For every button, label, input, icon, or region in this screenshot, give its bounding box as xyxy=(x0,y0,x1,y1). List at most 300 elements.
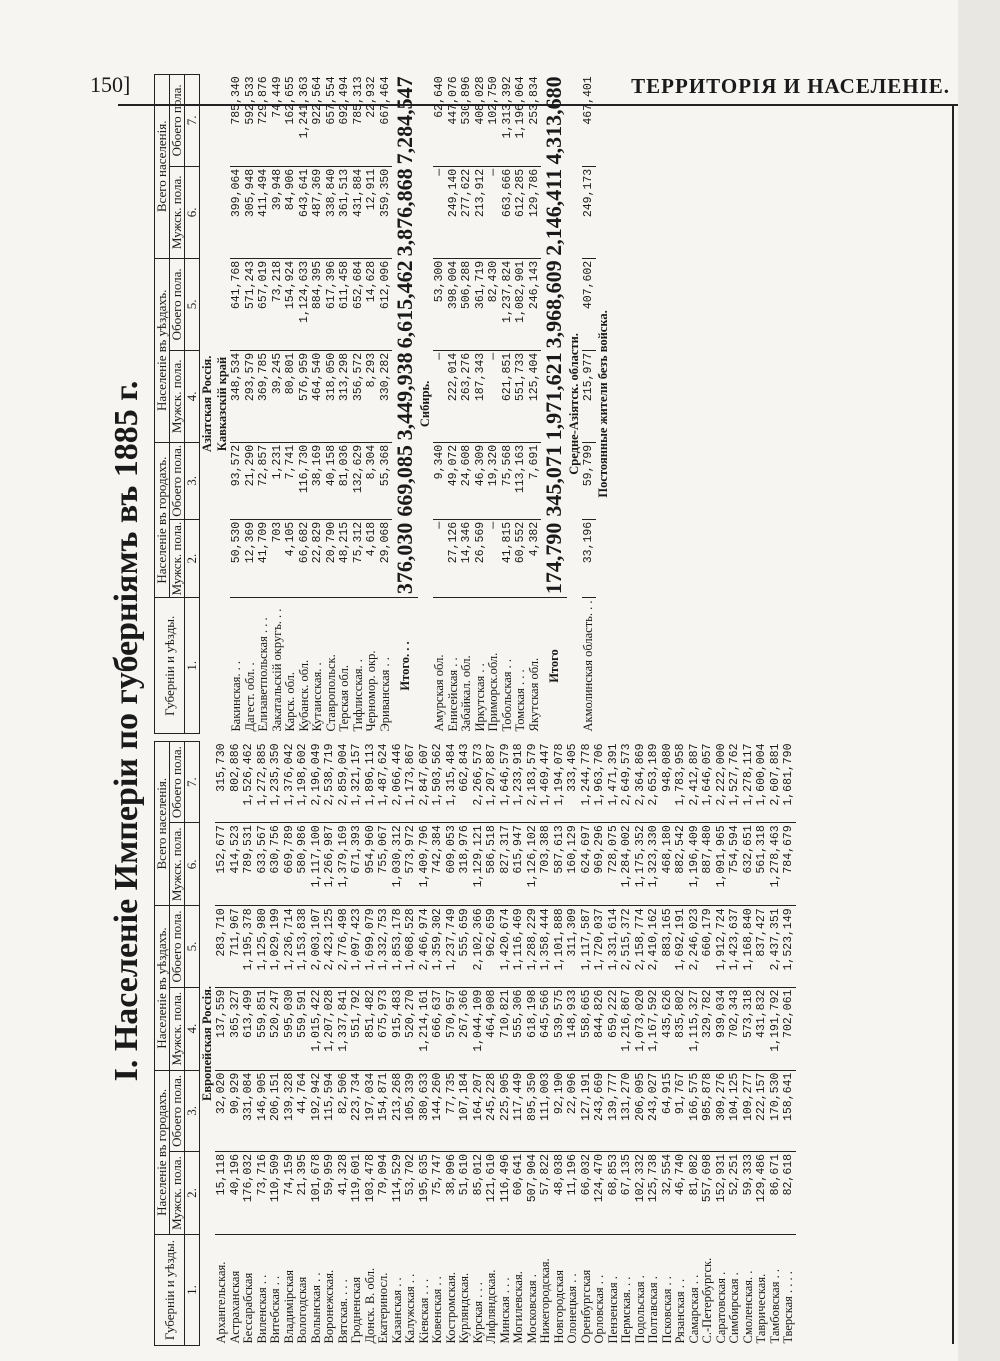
col-number: 2. xyxy=(185,519,200,598)
row-name: Тверская . . . . xyxy=(782,1235,796,1346)
row-value: 1,783,958 xyxy=(674,742,688,823)
total-value: 4,313,680 xyxy=(541,76,566,165)
row-name: С.-Петербургск. xyxy=(701,1235,715,1346)
table-row xyxy=(391,742,405,1346)
row-value: 692,494 xyxy=(338,74,352,166)
row-value: 570,957 xyxy=(445,987,459,1070)
row-value: 729,876 xyxy=(257,74,271,166)
row-value: 1,853,178 xyxy=(391,906,405,987)
row-value: 580,986 xyxy=(296,823,310,906)
col-male-header: Мужск. пола. xyxy=(170,166,185,258)
table-row xyxy=(418,742,432,1346)
row-value: 784,679 xyxy=(782,823,796,906)
row-value: 1,288,229 xyxy=(526,906,540,987)
row-value: 985,878 xyxy=(701,1070,715,1151)
row-value: 93,572 xyxy=(230,442,244,519)
row-value: 338,840 xyxy=(325,166,339,258)
row-name: Екатериносл. xyxy=(377,1235,391,1346)
col-towns-header: Населеніе въ городахъ. xyxy=(155,1070,170,1234)
row-value: 119,601 xyxy=(350,1151,364,1234)
row-value: 329,782 xyxy=(701,987,715,1070)
row-name: Якутская обл. xyxy=(528,598,542,734)
row-value: 73,218 xyxy=(271,258,285,350)
total-label: Итого xyxy=(541,598,567,734)
row-value: 115,594 xyxy=(323,1070,337,1151)
row-value: 1,321,157 xyxy=(350,742,364,823)
row-value: 32,554 xyxy=(661,1151,675,1234)
row-value: 166,575 xyxy=(688,1070,702,1151)
row-value: 1,646,579 xyxy=(499,742,513,823)
row-value: 315,730 xyxy=(215,742,229,823)
table-row xyxy=(539,742,553,1346)
row-name: Донск. В. обл. xyxy=(364,1235,378,1346)
row-value: 1,523,149 xyxy=(782,906,796,987)
row-value: 121,610 xyxy=(485,1151,499,1234)
section-asian-russia: Азіатская Россія. xyxy=(200,355,214,453)
row-value: 46,740 xyxy=(674,1151,688,1234)
row-value: 948,080 xyxy=(661,742,675,823)
table-row xyxy=(431,742,445,1346)
row-value: 962,659 xyxy=(485,906,499,987)
row-value: 162,655 xyxy=(284,74,298,166)
row-name: Дагест. обл. . xyxy=(244,598,258,734)
row-value: 309,276 xyxy=(715,1070,729,1151)
row-value: 26,569 xyxy=(474,519,488,598)
row-value: 595,030 xyxy=(283,987,297,1070)
footnote: Постоянные жители безъ войска. xyxy=(595,310,610,498)
row-name: Саратовская . xyxy=(715,1235,729,1346)
row-value: 702,061 xyxy=(782,987,796,1070)
row-value: 2,412,887 xyxy=(688,742,702,823)
row-name: Казанская . . xyxy=(391,1235,405,1346)
table-row xyxy=(528,74,542,733)
row-value: 39,245 xyxy=(271,350,285,442)
row-name: Вятская. . . . xyxy=(337,1235,351,1346)
row-value: 129,786 xyxy=(528,166,542,258)
table-row xyxy=(256,742,270,1346)
row-value: 164,207 xyxy=(472,1070,486,1151)
row-name: Подольская . xyxy=(634,1235,648,1346)
row-value: 1,216,867 xyxy=(620,987,634,1070)
table-row xyxy=(350,742,364,1346)
table-row xyxy=(458,742,472,1346)
row-value: 611,458 xyxy=(338,258,352,350)
row-value: 1,912,724 xyxy=(715,906,729,987)
table-row xyxy=(352,74,366,733)
row-value: 19,320 xyxy=(487,442,501,519)
row-value: 206,151 xyxy=(269,1070,283,1151)
row-value: 660,179 xyxy=(701,906,715,987)
row-value: 124,470 xyxy=(593,1151,607,1234)
col-both-header: Обоего пола. xyxy=(170,74,185,166)
row-name: Черномор. окр. xyxy=(365,598,379,734)
col-number: 7. xyxy=(185,742,200,823)
row-value: 1,029,199 xyxy=(269,906,283,987)
row-value: 82,618 xyxy=(782,1151,796,1234)
row-value: 1,236,714 xyxy=(283,906,297,987)
row-name: Акмолинская область. . . xyxy=(582,598,596,734)
row-value: 213,268 xyxy=(391,1070,405,1151)
row-value: 86,671 xyxy=(769,1151,783,1234)
row-name: Кутаисская. . xyxy=(311,598,325,734)
table-row xyxy=(229,742,243,1346)
row-value: 113,163 xyxy=(514,442,528,519)
table-row xyxy=(242,742,256,1346)
row-value: 1,469,447 xyxy=(539,742,553,823)
row-value: 414,523 xyxy=(229,823,243,906)
row-value: 1,272,885 xyxy=(256,742,270,823)
row-value: 2,066,446 xyxy=(391,742,405,823)
row-name: Новгородская xyxy=(553,1235,567,1346)
col-number: 5. xyxy=(185,258,200,350)
section-european-russia: Европейская Россія. xyxy=(200,986,214,1101)
row-value: 1,284,002 xyxy=(620,823,634,906)
row-value: 24,608 xyxy=(460,442,474,519)
row-value: 643,641 xyxy=(298,166,312,258)
row-value: 632,651 xyxy=(742,823,756,906)
row-value: 1,241,363 xyxy=(298,74,312,166)
row-value: 73,716 xyxy=(256,1151,270,1234)
row-value: 131,270 xyxy=(620,1070,634,1151)
row-value: 887,480 xyxy=(701,823,715,906)
col-number: 5. xyxy=(185,906,200,987)
row-value: 77,735 xyxy=(445,1070,459,1151)
total-row xyxy=(541,74,567,733)
row-value: 2,423,125 xyxy=(323,906,337,987)
table-row xyxy=(634,742,648,1346)
row-value: 116,496 xyxy=(499,1151,513,1234)
row-name: Забайкал. обл. xyxy=(460,598,474,734)
row-name: Полтавская . xyxy=(647,1235,661,1346)
row-value: 132,629 xyxy=(352,442,366,519)
table-title: I. Населеніе Имперіи по губерніямъ въ 1885 г. xyxy=(108,380,145,1082)
table-row xyxy=(501,74,515,733)
row-value: 249,173 xyxy=(582,166,596,258)
row-value: 152,931 xyxy=(715,1151,729,1234)
row-value: 468,180 xyxy=(661,823,675,906)
row-name: Таврическая. xyxy=(755,1235,769,1346)
row-value: 305,948 xyxy=(244,166,258,258)
row-value: 431,832 xyxy=(755,987,769,1070)
col-number: 1. xyxy=(185,1235,200,1346)
col-both-header: Обоего пола. xyxy=(170,442,185,519)
table-row xyxy=(499,742,513,1346)
row-value: 435,626 xyxy=(661,987,675,1070)
row-value: 195,635 xyxy=(418,1151,432,1234)
row-value: 641,768 xyxy=(230,258,244,350)
row-value: 1,600,004 xyxy=(755,742,769,823)
row-value: 192,942 xyxy=(310,1070,324,1151)
table-row xyxy=(661,742,675,1346)
table-row xyxy=(580,742,594,1346)
row-value: 645,566 xyxy=(539,987,553,1070)
row-value: 32,020 xyxy=(215,1070,229,1151)
row-value: 2,859,004 xyxy=(337,742,351,823)
table-row xyxy=(485,742,499,1346)
table-row xyxy=(474,74,488,733)
row-value: 2,003,107 xyxy=(310,906,324,987)
subsection-central-asia: Средне-Азіятск. области. xyxy=(567,333,581,475)
row-value: 90,929 xyxy=(229,1070,243,1151)
row-value: 267,366 xyxy=(458,987,472,1070)
row-name: Пермская. . . xyxy=(620,1235,634,1346)
table-row xyxy=(728,742,742,1346)
row-value: 92,190 xyxy=(553,1070,567,1151)
row-value: 107,184 xyxy=(458,1070,472,1151)
row-value: 1,015,422 xyxy=(310,987,324,1070)
row-value: 1,198,602 xyxy=(296,742,310,823)
row-value: 7,691 xyxy=(528,442,542,519)
col-both-header: Обоего пола. xyxy=(170,1070,185,1151)
row-value: 8,293 xyxy=(365,350,379,442)
col-number: 3. xyxy=(185,1070,200,1151)
table-row xyxy=(701,742,715,1346)
row-value: 1,168,840 xyxy=(742,906,756,987)
table-row xyxy=(715,742,729,1346)
row-value: 1,115,327 xyxy=(688,987,702,1070)
row-value: 160,129 xyxy=(566,823,580,906)
row-name: Волынская . . xyxy=(310,1235,324,1346)
row-value: 2,410,162 xyxy=(647,906,661,987)
total-value: 2,146,411 xyxy=(541,168,566,256)
row-value: 215,977 xyxy=(582,350,596,442)
row-value: 330,282 xyxy=(379,350,393,442)
row-value: 39,948 xyxy=(271,166,285,258)
row-value: 1,125,980 xyxy=(256,906,270,987)
row-name: Бессарабская xyxy=(242,1235,256,1346)
row-value: 64,915 xyxy=(661,1070,675,1151)
table-row xyxy=(674,742,688,1346)
row-value: 711,967 xyxy=(229,906,243,987)
row-name: Воронежская. xyxy=(323,1235,337,1346)
row-value: 555,659 xyxy=(458,906,472,987)
row-value: — xyxy=(433,519,447,598)
table-row xyxy=(742,742,756,1346)
row-value: 1,379,169 xyxy=(337,823,351,906)
row-value: 12,369 xyxy=(244,519,258,598)
row-value: 46,309 xyxy=(474,442,488,519)
row-value: 1,124,633 xyxy=(298,258,312,350)
row-value: 105,339 xyxy=(404,1070,418,1151)
row-value: 2,649,573 xyxy=(620,742,634,823)
row-value: 318,050 xyxy=(325,350,339,442)
row-value: 1,191,792 xyxy=(769,987,783,1070)
row-value: 530,896 xyxy=(460,74,474,166)
row-value: — xyxy=(487,519,501,598)
row-name: Иркутская . . xyxy=(474,598,488,734)
row-name: Симбирская . xyxy=(728,1235,742,1346)
row-value: 399,064 xyxy=(230,166,244,258)
table-european-russia xyxy=(154,741,796,1346)
row-value: 29,068 xyxy=(379,519,393,598)
row-value: 742,384 xyxy=(431,823,445,906)
table-row xyxy=(298,74,312,733)
row-value: 1,091,965 xyxy=(715,823,729,906)
row-value: 1,196,409 xyxy=(688,823,702,906)
row-value: 283,710 xyxy=(215,906,229,987)
row-name: Владимірская xyxy=(283,1235,297,1346)
total-value: 669,085 xyxy=(392,445,417,517)
row-name: Ставропольск. xyxy=(325,598,339,734)
row-value: 884,395 xyxy=(311,258,325,350)
row-value: 48,215 xyxy=(338,519,352,598)
row-value: 703,388 xyxy=(539,823,553,906)
row-value: 662,843 xyxy=(458,742,472,823)
row-value: 139,777 xyxy=(607,1070,621,1151)
table-row xyxy=(296,742,310,1346)
row-value: — xyxy=(487,166,501,258)
row-value: 2,847,607 xyxy=(418,742,432,823)
row-value: 882,542 xyxy=(674,823,688,906)
row-value: 1,044,109 xyxy=(472,987,486,1070)
row-value: 464,908 xyxy=(485,987,499,1070)
row-value: 2,515,372 xyxy=(620,906,634,987)
table-asian-russia xyxy=(154,74,611,734)
row-value: 2,538,719 xyxy=(323,742,337,823)
col-districts-header: Населеніе въ уѣздахъ. xyxy=(155,906,170,1070)
page-number: 150] xyxy=(90,72,131,97)
row-name: Виленская . . xyxy=(256,1235,270,1346)
row-name: Бакинская. . . xyxy=(230,598,244,734)
row-name: Московская . xyxy=(526,1235,540,1346)
row-value: 125,404 xyxy=(528,350,542,442)
total-value: 7,284,547 xyxy=(392,76,417,165)
row-value: 148,933 xyxy=(566,987,580,1070)
row-value: 75,312 xyxy=(352,519,366,598)
row-value: 277,622 xyxy=(460,166,474,258)
row-value: 586,518 xyxy=(485,823,499,906)
row-value: 559,851 xyxy=(256,987,270,1070)
row-name: Архангельская. xyxy=(215,1235,229,1346)
row-value: 630,756 xyxy=(269,823,283,906)
row-value: 68,853 xyxy=(607,1151,621,1234)
row-value: 1,359,302 xyxy=(431,906,445,987)
row-value: 612,096 xyxy=(379,258,393,350)
row-name: Псковская . . xyxy=(661,1235,675,1346)
row-value: 728,075 xyxy=(607,823,621,906)
row-value: 1,153,838 xyxy=(296,906,310,987)
row-value: 158,641 xyxy=(782,1070,796,1151)
row-value: 1,116,469 xyxy=(512,906,526,987)
row-name: Амурская обл. xyxy=(433,598,447,734)
row-value: 2,183,579 xyxy=(526,742,540,823)
row-name: Орловская . . xyxy=(593,1235,607,1346)
row-value: 59,959 xyxy=(323,1151,337,1234)
row-value: 561,318 xyxy=(755,823,769,906)
row-value: 573,318 xyxy=(742,987,756,1070)
table-row xyxy=(445,742,459,1346)
row-value: 110,509 xyxy=(269,1151,283,1234)
row-value: 66,682 xyxy=(298,519,312,598)
row-value: 170,530 xyxy=(769,1070,783,1151)
row-value: 50,530 xyxy=(230,519,244,598)
table-row xyxy=(433,74,447,733)
row-value: 520,247 xyxy=(269,987,283,1070)
row-value: 253,834 xyxy=(528,74,542,166)
row-value: 1,376,042 xyxy=(283,742,297,823)
row-value: 41,328 xyxy=(337,1151,351,1234)
row-value: 571,243 xyxy=(244,258,258,350)
row-value: 1,129,121 xyxy=(472,823,486,906)
row-value: 617,396 xyxy=(325,258,339,350)
row-value: 197,034 xyxy=(364,1070,378,1151)
row-value: 785,313 xyxy=(352,74,366,166)
row-value: 102,332 xyxy=(634,1151,648,1234)
table-row xyxy=(338,74,352,733)
row-value: 4,382 xyxy=(528,519,542,598)
col-number: 6. xyxy=(185,823,200,906)
row-value: 1,207,028 xyxy=(323,987,337,1070)
row-value: 969,296 xyxy=(593,823,607,906)
row-value: 915,483 xyxy=(391,987,405,1070)
row-value: 41,815 xyxy=(501,519,515,598)
row-value: 633,567 xyxy=(256,823,270,906)
row-value: 1,082,901 xyxy=(514,258,528,350)
row-name: Минская . . . xyxy=(499,1235,513,1346)
table-row xyxy=(377,742,391,1346)
row-value: 263,276 xyxy=(460,350,474,442)
table-row xyxy=(379,74,393,733)
row-value: 293,579 xyxy=(244,350,258,442)
row-value: 67,135 xyxy=(620,1151,634,1234)
col-number: 1. xyxy=(185,598,200,734)
row-name: Рязанская . . xyxy=(674,1235,688,1346)
row-value: 507,904 xyxy=(526,1151,540,1234)
col-number: 4. xyxy=(185,987,200,1070)
row-value: 109,277 xyxy=(742,1070,756,1151)
col-both-header: Обоего пола. xyxy=(170,906,185,987)
row-value: 2,437,351 xyxy=(769,906,783,987)
row-value: 51,610 xyxy=(458,1151,472,1234)
row-value: 431,884 xyxy=(352,166,366,258)
table-row xyxy=(364,742,378,1346)
row-value: 146,905 xyxy=(256,1070,270,1151)
table-row xyxy=(337,742,351,1346)
row-value: 1,896,113 xyxy=(364,742,378,823)
row-value: 837,427 xyxy=(755,906,769,987)
table-row xyxy=(404,742,418,1346)
row-value: 60,552 xyxy=(514,519,528,598)
row-name: Приморск.обл. xyxy=(487,598,501,734)
row-value: 1,487,624 xyxy=(377,742,391,823)
row-value: 40,158 xyxy=(325,442,339,519)
row-value: 222,014 xyxy=(447,350,461,442)
row-value: 558,665 xyxy=(580,987,594,1070)
row-value: 4,618 xyxy=(365,519,379,598)
row-value: 1,692,191 xyxy=(674,906,688,987)
row-value: 2,246,023 xyxy=(688,906,702,987)
row-value: 2,364,869 xyxy=(634,742,648,823)
total-value: 3,876,868 xyxy=(392,168,417,257)
row-value: 520,270 xyxy=(404,987,418,1070)
row-value: 359,350 xyxy=(379,166,393,258)
row-value: 2,196,049 xyxy=(310,742,324,823)
table-row xyxy=(271,74,285,733)
table-row xyxy=(310,742,324,1346)
row-value: 851,482 xyxy=(364,987,378,1070)
row-value: 1,167,592 xyxy=(647,987,661,1070)
row-name: Тамбовская . . xyxy=(769,1235,783,1346)
row-name: Эриванская . . xyxy=(379,598,393,734)
row-value: 225,905 xyxy=(499,1070,513,1151)
row-value: — xyxy=(433,166,447,258)
row-value: 62,640 xyxy=(433,74,447,166)
row-value: 1,237,824 xyxy=(501,258,515,350)
row-value: 59,333 xyxy=(742,1151,756,1234)
row-value: 1,196,064 xyxy=(514,74,528,166)
row-value: 21,395 xyxy=(296,1151,310,1234)
col-number: 7. xyxy=(185,74,200,166)
